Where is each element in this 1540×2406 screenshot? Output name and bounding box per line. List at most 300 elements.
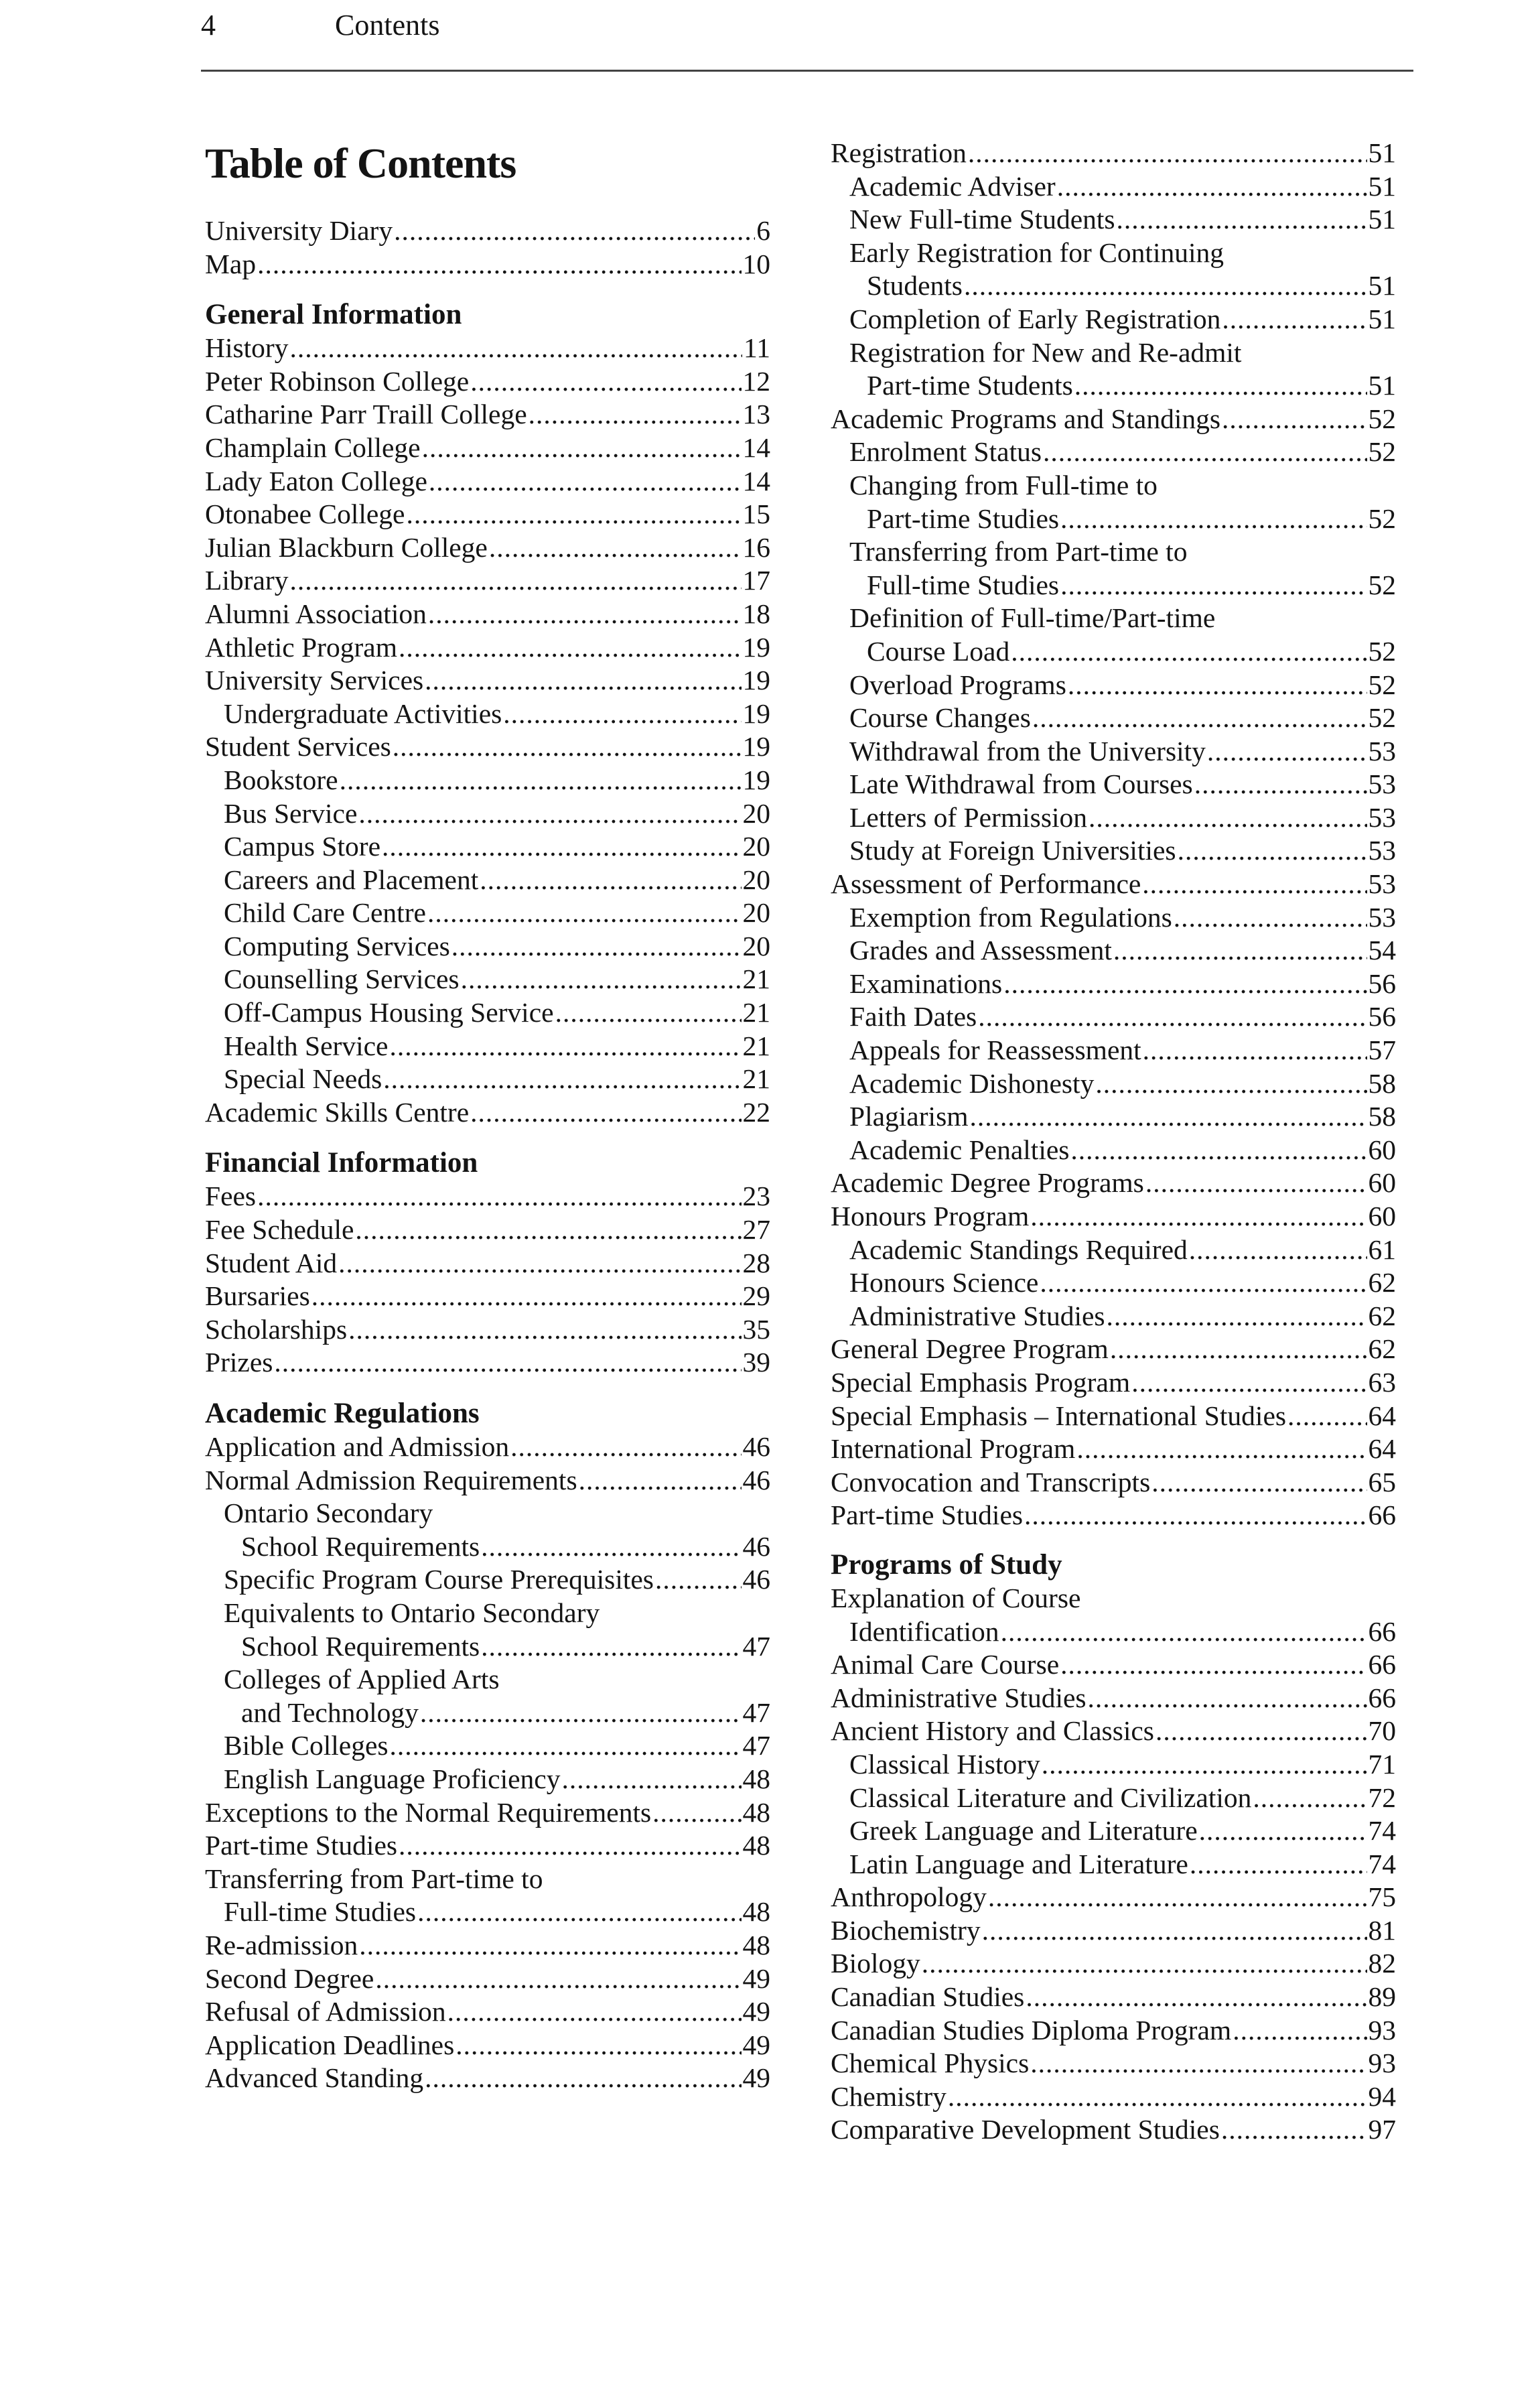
toc-page-number: 52 bbox=[1368, 403, 1396, 434]
toc-entry[interactable] bbox=[831, 1947, 1396, 1981]
toc-page-number: 18 bbox=[742, 598, 770, 629]
toc-entry[interactable] bbox=[205, 332, 770, 365]
toc-page-number: 49 bbox=[742, 2062, 770, 2094]
toc-page-number: 52 bbox=[1368, 669, 1396, 700]
toc-entry-title: Plagiarism bbox=[849, 1101, 969, 1132]
toc-entry[interactable] bbox=[205, 2029, 770, 2062]
toc-entry[interactable] bbox=[205, 2062, 770, 2095]
toc-entry-title: University Diary bbox=[205, 215, 393, 246]
dot-leader bbox=[1040, 1266, 1367, 1300]
toc-entry[interactable] bbox=[205, 864, 770, 897]
toc-entry-title: Student Aid bbox=[205, 1247, 338, 1278]
toc-entry[interactable] bbox=[205, 963, 770, 996]
toc-entry[interactable] bbox=[831, 1300, 1396, 1333]
dot-leader bbox=[555, 996, 742, 1030]
dot-leader bbox=[1060, 1648, 1367, 1682]
dot-leader bbox=[359, 1929, 741, 1962]
toc-entry[interactable] bbox=[831, 303, 1396, 336]
toc-entry[interactable] bbox=[205, 1497, 770, 1563]
toc-page-number: 47 bbox=[742, 1630, 770, 1662]
toc-entry-title: Comparative Development Studies bbox=[831, 2114, 1220, 2145]
toc-entry[interactable] bbox=[205, 896, 770, 930]
toc-entry-title: Bus Service bbox=[224, 797, 358, 829]
toc-page-number: 56 bbox=[1368, 1001, 1396, 1032]
toc-entry-title: Undergraduate Activities bbox=[224, 697, 502, 729]
toc-entry[interactable] bbox=[831, 336, 1396, 403]
toc-entry[interactable] bbox=[831, 1648, 1396, 1682]
dot-leader bbox=[427, 896, 742, 930]
toc-entry[interactable] bbox=[205, 1663, 770, 1729]
toc-entry[interactable] bbox=[205, 564, 770, 598]
toc-page-number: 74 bbox=[1368, 1815, 1396, 1847]
toc-section bbox=[831, 1548, 1396, 2147]
toc-entry[interactable] bbox=[831, 1166, 1396, 1200]
toc-page-number: 20 bbox=[742, 864, 770, 895]
toc-entry[interactable] bbox=[205, 1729, 770, 1763]
dot-leader bbox=[1156, 1715, 1367, 1748]
dot-leader bbox=[978, 1000, 1367, 1034]
toc-entry[interactable] bbox=[205, 531, 770, 565]
toc-entry[interactable] bbox=[831, 2014, 1396, 2048]
toc-page-number: 61 bbox=[1368, 1233, 1396, 1265]
toc-entry-title: Biochemistry bbox=[831, 1914, 981, 1946]
toc-entry[interactable] bbox=[831, 203, 1396, 237]
toc-entry[interactable] bbox=[205, 631, 770, 665]
dot-leader bbox=[1207, 735, 1367, 768]
toc-entry[interactable] bbox=[831, 1914, 1396, 1948]
toc-entry[interactable] bbox=[831, 1400, 1396, 1433]
dot-leader bbox=[1143, 1034, 1367, 1067]
toc-entry[interactable] bbox=[831, 1814, 1396, 1848]
dot-leader bbox=[420, 1696, 742, 1730]
toc-entry-title: Appeals for Reassessment bbox=[849, 1034, 1141, 1066]
toc-entry-title: Bursaries bbox=[205, 1280, 310, 1312]
toc-entry[interactable] bbox=[831, 1682, 1396, 1715]
toc-entry-title: School Requirements bbox=[241, 1630, 480, 1662]
toc-entry-title: Campus Store bbox=[224, 831, 381, 862]
dot-leader bbox=[1117, 203, 1367, 237]
dot-leader bbox=[383, 1063, 741, 1096]
toc-page-number: 16 bbox=[742, 531, 770, 563]
toc-page-number: 19 bbox=[742, 764, 770, 795]
toc-entry[interactable] bbox=[205, 214, 770, 248]
toc-entry[interactable] bbox=[205, 1430, 770, 1464]
toc-page-number: 51 bbox=[1368, 137, 1396, 168]
toc-entry[interactable] bbox=[205, 1763, 770, 1796]
toc-entry[interactable] bbox=[205, 598, 770, 631]
toc-entry[interactable] bbox=[831, 436, 1396, 469]
toc-page-number: 81 bbox=[1368, 1914, 1396, 1946]
toc-entry-title: Equivalents to Ontario Secondary bbox=[224, 1597, 600, 1628]
toc-entry-title: Withdrawal from the University bbox=[849, 735, 1206, 766]
toc-entry-title: Refusal of Admission bbox=[205, 1996, 446, 2027]
dot-leader bbox=[257, 1180, 741, 1213]
page-title: Table of Contents bbox=[205, 139, 516, 187]
dot-leader bbox=[393, 730, 742, 764]
toc-page-number: 13 bbox=[742, 399, 770, 430]
toc-page-number: 19 bbox=[742, 631, 770, 663]
toc-page-number: 21 bbox=[742, 997, 770, 1028]
toc-page-number: 46 bbox=[742, 1464, 770, 1495]
toc-page-number: 94 bbox=[1368, 2080, 1396, 2112]
toc-entry[interactable] bbox=[831, 2113, 1396, 2147]
toc-entry[interactable] bbox=[831, 701, 1396, 735]
toc-page-number: 20 bbox=[742, 797, 770, 829]
dot-leader bbox=[355, 1213, 741, 1247]
toc-entry[interactable] bbox=[205, 1180, 770, 1213]
toc-entry-title: Identification bbox=[849, 1615, 999, 1647]
toc-entry-title: Map bbox=[205, 248, 257, 279]
page-number: 4 bbox=[201, 9, 216, 42]
toc-entry-title: Part-time Studies bbox=[205, 1830, 398, 1861]
toc-entry[interactable] bbox=[205, 1796, 770, 1830]
dot-leader bbox=[1030, 2047, 1367, 2080]
toc-entry[interactable] bbox=[831, 901, 1396, 935]
toc-entry[interactable] bbox=[831, 1881, 1396, 1914]
header-rule bbox=[201, 70, 1413, 72]
toc-entry-title: Completion of Early Registration bbox=[849, 303, 1221, 334]
toc-entry[interactable] bbox=[205, 1280, 770, 1313]
toc-page-number: 51 bbox=[1368, 370, 1396, 401]
dot-leader bbox=[257, 248, 741, 281]
toc-entry[interactable] bbox=[831, 768, 1396, 801]
dot-leader bbox=[1199, 1814, 1367, 1848]
toc-entry-title: Late Withdrawal from Courses bbox=[849, 768, 1193, 800]
dot-leader bbox=[1003, 967, 1367, 1001]
toc-page-number: 53 bbox=[1368, 901, 1396, 933]
toc-page-number: 53 bbox=[1368, 768, 1396, 800]
toc-page-number: 66 bbox=[1368, 1682, 1396, 1713]
toc-entry-title: Honours Program bbox=[831, 1201, 1030, 1231]
toc-entry-title: Bookstore bbox=[224, 764, 338, 795]
toc-entry-title: Exemption from Regulations bbox=[849, 901, 1172, 933]
toc-entry-title: Administrative Studies bbox=[831, 1682, 1087, 1713]
toc-section bbox=[205, 298, 770, 1129]
toc-entry-title: Academic Adviser bbox=[849, 170, 1056, 202]
dot-leader bbox=[425, 664, 741, 697]
toc-entry[interactable] bbox=[205, 1213, 770, 1247]
toc-entry[interactable] bbox=[831, 237, 1396, 303]
toc-entry-title: Library bbox=[205, 565, 289, 596]
toc-entry[interactable] bbox=[831, 1748, 1396, 1782]
dot-leader bbox=[375, 1962, 741, 1996]
toc-entry-title: Academic Standings Required bbox=[849, 1233, 1188, 1265]
dot-leader bbox=[456, 2029, 741, 2062]
dot-leader bbox=[290, 332, 743, 365]
dot-leader bbox=[1089, 801, 1367, 835]
toc-page-number: 62 bbox=[1368, 1333, 1396, 1365]
toc-entry[interactable] bbox=[205, 830, 770, 864]
dot-leader bbox=[338, 1247, 741, 1280]
toc-entry-title: Advanced Standing bbox=[205, 2062, 424, 2094]
dot-leader bbox=[1024, 1499, 1367, 1532]
toc-entry-title: Chemistry bbox=[831, 2080, 947, 2112]
dot-leader bbox=[470, 365, 741, 399]
toc-entry[interactable] bbox=[831, 2080, 1396, 2114]
toc-page-number: 49 bbox=[742, 2029, 770, 2060]
toc-page-number: 49 bbox=[742, 1996, 770, 2027]
dot-leader bbox=[1142, 868, 1367, 901]
toc-entry[interactable] bbox=[205, 764, 770, 797]
dot-leader bbox=[348, 1313, 741, 1347]
toc-entry[interactable] bbox=[205, 248, 770, 281]
toc-entry[interactable] bbox=[831, 170, 1396, 204]
toc-entry-title: Bible Colleges bbox=[224, 1730, 389, 1761]
toc-entry[interactable] bbox=[205, 398, 770, 431]
toc-entry[interactable] bbox=[831, 1715, 1396, 1748]
toc-page-number: 46 bbox=[742, 1564, 770, 1595]
dot-leader bbox=[1068, 669, 1367, 702]
toc-entry[interactable] bbox=[831, 1134, 1396, 1167]
toc-page-number: 51 bbox=[1368, 270, 1396, 302]
toc-page-number: 60 bbox=[1368, 1134, 1396, 1165]
toc-entry[interactable] bbox=[831, 1000, 1396, 1034]
toc-entry[interactable] bbox=[831, 967, 1396, 1001]
toc-page-number: 6 bbox=[756, 215, 770, 246]
dot-leader bbox=[1043, 436, 1367, 469]
dot-leader bbox=[311, 1280, 742, 1313]
dot-leader bbox=[1074, 369, 1367, 403]
toc-page-number: 75 bbox=[1368, 1881, 1396, 1913]
dot-leader bbox=[655, 1563, 742, 1597]
toc-page-number: 52 bbox=[1368, 635, 1396, 667]
dot-leader bbox=[1070, 1134, 1367, 1167]
toc-entry[interactable] bbox=[831, 1266, 1396, 1300]
dot-leader bbox=[451, 930, 742, 963]
toc-entry[interactable] bbox=[831, 1499, 1396, 1532]
toc-entry[interactable] bbox=[205, 498, 770, 531]
toc-entry-title: Students bbox=[867, 270, 963, 302]
section-heading: Academic Regulations bbox=[205, 1398, 480, 1429]
toc-entry-title: Application and Admission bbox=[205, 1431, 510, 1462]
toc-page-number: 52 bbox=[1368, 569, 1396, 600]
toc-entry[interactable] bbox=[205, 1563, 770, 1597]
dot-leader bbox=[1042, 1748, 1367, 1782]
toc-page-number: 72 bbox=[1368, 1782, 1396, 1813]
toc-page-number: 58 bbox=[1368, 1101, 1396, 1132]
toc-section bbox=[205, 1397, 770, 2095]
toc-entry[interactable] bbox=[831, 1067, 1396, 1101]
toc-entry-title: Canadian Studies bbox=[831, 1981, 1025, 2013]
toc-page-number: 19 bbox=[742, 665, 770, 696]
toc-entry-title: Academic Programs and Standings bbox=[831, 403, 1221, 434]
toc-entry[interactable] bbox=[831, 1366, 1396, 1400]
toc-entry[interactable] bbox=[205, 930, 770, 963]
dot-leader bbox=[1178, 834, 1367, 868]
toc-entry[interactable] bbox=[831, 1782, 1396, 1815]
toc-entry-title: Lady Eaton College bbox=[205, 465, 427, 496]
toc-entry[interactable] bbox=[831, 137, 1396, 170]
toc-entry[interactable] bbox=[205, 1863, 770, 1929]
dot-leader bbox=[340, 764, 742, 797]
toc-entry[interactable] bbox=[205, 697, 770, 731]
dot-leader bbox=[382, 830, 741, 864]
dot-leader bbox=[289, 564, 741, 598]
dot-leader bbox=[948, 2080, 1367, 2114]
dot-leader bbox=[579, 1464, 742, 1497]
dot-leader bbox=[489, 531, 742, 565]
toc-page-number: 23 bbox=[742, 1181, 770, 1212]
toc-entry[interactable] bbox=[831, 934, 1396, 967]
toc-entry-title: Classical History bbox=[849, 1748, 1040, 1780]
toc-entry[interactable] bbox=[205, 1829, 770, 1863]
toc-entry-title: Faith Dates bbox=[849, 1001, 977, 1032]
toc-entry-title: Fee Schedule bbox=[205, 1214, 354, 1246]
toc-page-number: 93 bbox=[1368, 2048, 1396, 2079]
toc-page-number: 19 bbox=[742, 697, 770, 729]
toc-entry-title: Scholarships bbox=[205, 1313, 348, 1345]
dot-leader bbox=[390, 1729, 742, 1763]
toc-entry[interactable] bbox=[205, 1962, 770, 1996]
toc-entry-title: Special Needs bbox=[224, 1063, 382, 1095]
toc-entry[interactable] bbox=[205, 1929, 770, 1962]
toc-entry[interactable] bbox=[831, 669, 1396, 702]
toc-entry[interactable] bbox=[205, 431, 770, 465]
toc-page-number: 20 bbox=[742, 930, 770, 961]
toc-entry[interactable] bbox=[831, 2047, 1396, 2080]
toc-entry-title: Part-time Studies bbox=[867, 503, 1060, 534]
toc-entry[interactable] bbox=[205, 1995, 770, 2029]
toc-page-number: 51 bbox=[1368, 303, 1396, 334]
toc-page-number: 29 bbox=[742, 1280, 770, 1312]
toc-page-number: 53 bbox=[1368, 735, 1396, 766]
toc-entry[interactable] bbox=[205, 465, 770, 498]
toc-entry[interactable] bbox=[831, 1333, 1396, 1366]
dot-leader bbox=[428, 598, 742, 631]
toc-section bbox=[205, 1146, 770, 1380]
dot-leader bbox=[358, 797, 741, 831]
dot-leader bbox=[1060, 503, 1367, 536]
toc-entry[interactable] bbox=[831, 1981, 1396, 2014]
toc-entry[interactable] bbox=[831, 1200, 1396, 1233]
dot-leader bbox=[274, 1346, 741, 1380]
toc-page-number: 89 bbox=[1368, 1981, 1396, 2013]
toc-page-number: 14 bbox=[742, 465, 770, 496]
toc-page-number: 47 bbox=[742, 1696, 770, 1728]
toc-entry[interactable] bbox=[205, 1464, 770, 1497]
dot-leader bbox=[922, 1947, 1367, 1981]
toc-page-number: 35 bbox=[742, 1313, 770, 1345]
toc-entry[interactable] bbox=[831, 1100, 1396, 1134]
toc-entry[interactable] bbox=[831, 469, 1396, 535]
toc-entry-title: Catharine Parr Traill College bbox=[205, 399, 527, 430]
toc-entry-title: Ancient History and Classics bbox=[831, 1715, 1154, 1747]
toc-entry-title: Grades and Assessment bbox=[849, 935, 1112, 966]
toc-page-number: 22 bbox=[742, 1096, 770, 1128]
toc-entry[interactable] bbox=[831, 1848, 1396, 1881]
toc-page-number: 65 bbox=[1368, 1466, 1396, 1497]
toc-entry[interactable] bbox=[831, 1233, 1396, 1267]
toc-page-number: 52 bbox=[1368, 702, 1396, 734]
toc-entry-title: Academic Penalties bbox=[849, 1134, 1070, 1165]
toc-page-number: 19 bbox=[742, 731, 770, 762]
toc-entry-title: Fees bbox=[205, 1181, 257, 1212]
dot-leader bbox=[561, 1763, 741, 1796]
toc-entry[interactable] bbox=[831, 801, 1396, 835]
dot-leader bbox=[1030, 1200, 1367, 1233]
toc-entry-title: Explanation of Course bbox=[831, 1582, 1081, 1613]
toc-entry-title: Transferring from Part-time to bbox=[205, 1863, 543, 1894]
toc-left-column bbox=[205, 137, 770, 2095]
toc-entry[interactable] bbox=[205, 1096, 770, 1130]
toc-entry[interactable] bbox=[831, 1582, 1396, 1648]
toc-entry[interactable] bbox=[831, 535, 1396, 602]
toc-page-number: 64 bbox=[1368, 1433, 1396, 1465]
toc-entry[interactable] bbox=[205, 1597, 770, 1663]
toc-section bbox=[831, 137, 1396, 1532]
toc-entry-title: Transferring from Part-time to bbox=[849, 536, 1188, 567]
toc-entry-title: Classical Literature and Civilization bbox=[849, 1782, 1252, 1813]
toc-page-number: 15 bbox=[742, 498, 770, 530]
toc-entry-title: Greek Language and Literature bbox=[849, 1815, 1198, 1847]
toc-page-number: 27 bbox=[742, 1214, 770, 1246]
toc-entry[interactable] bbox=[205, 1346, 770, 1380]
toc-entry[interactable] bbox=[205, 664, 770, 697]
dot-leader bbox=[1113, 934, 1367, 967]
toc-page-number: 66 bbox=[1368, 1499, 1396, 1531]
dot-leader bbox=[422, 431, 742, 465]
toc-entry[interactable] bbox=[831, 1034, 1396, 1067]
toc-entry-title: Normal Admission Requirements bbox=[205, 1464, 577, 1495]
toc-entry[interactable] bbox=[205, 1030, 770, 1063]
dot-leader bbox=[417, 1895, 741, 1929]
dot-leader bbox=[652, 1796, 741, 1830]
toc-page-number: 10 bbox=[742, 248, 770, 279]
toc-page-number: 93 bbox=[1368, 2014, 1396, 2046]
toc-entry[interactable] bbox=[831, 1466, 1396, 1499]
dot-leader bbox=[1253, 1782, 1367, 1815]
toc-entry-title: General Degree Program bbox=[831, 1333, 1109, 1365]
toc-page-number: 48 bbox=[742, 1763, 770, 1794]
toc-entry[interactable] bbox=[205, 797, 770, 831]
toc-page-number: 51 bbox=[1368, 170, 1396, 202]
toc-entry-title: Early Registration for Continuing bbox=[849, 237, 1224, 268]
toc-entry[interactable] bbox=[205, 1063, 770, 1096]
toc-entry-title: Second Degree bbox=[205, 1962, 374, 1994]
toc-page-number: 64 bbox=[1368, 1400, 1396, 1431]
dot-leader bbox=[1190, 1848, 1367, 1881]
toc-entry[interactable] bbox=[205, 1313, 770, 1347]
dot-leader bbox=[1011, 635, 1367, 669]
toc-entry[interactable] bbox=[205, 730, 770, 764]
toc-entry[interactable] bbox=[205, 996, 770, 1030]
toc-page-number: 52 bbox=[1368, 503, 1396, 534]
dot-leader bbox=[480, 864, 741, 897]
toc-page-number: 48 bbox=[742, 1796, 770, 1828]
toc-entry-title: Registration bbox=[831, 137, 967, 168]
dot-leader bbox=[1107, 1300, 1367, 1333]
toc-page-number: 82 bbox=[1368, 1948, 1396, 1979]
toc-entry-title: Academic Dishonesty bbox=[849, 1067, 1095, 1099]
toc-entry-title: Health Service bbox=[224, 1030, 389, 1061]
dot-leader bbox=[970, 1100, 1367, 1134]
toc-page-number: 48 bbox=[742, 1929, 770, 1960]
toc-entry[interactable] bbox=[205, 365, 770, 399]
toc-entry[interactable] bbox=[831, 1432, 1396, 1466]
toc-entry[interactable] bbox=[831, 403, 1396, 436]
dot-leader bbox=[447, 1995, 742, 2029]
toc-entry-title: Child Care Centre bbox=[224, 897, 426, 929]
toc-entry[interactable] bbox=[831, 602, 1396, 668]
dot-leader bbox=[429, 465, 742, 498]
toc-entry[interactable] bbox=[205, 1247, 770, 1280]
toc-entry[interactable] bbox=[831, 868, 1396, 901]
toc-entry-title: Colleges of Applied Arts bbox=[224, 1664, 500, 1695]
toc-page-number: 47 bbox=[742, 1730, 770, 1761]
toc-entry[interactable] bbox=[831, 735, 1396, 768]
toc-entry[interactable] bbox=[831, 834, 1396, 868]
toc-entry-title: Enrolment Status bbox=[849, 436, 1042, 468]
